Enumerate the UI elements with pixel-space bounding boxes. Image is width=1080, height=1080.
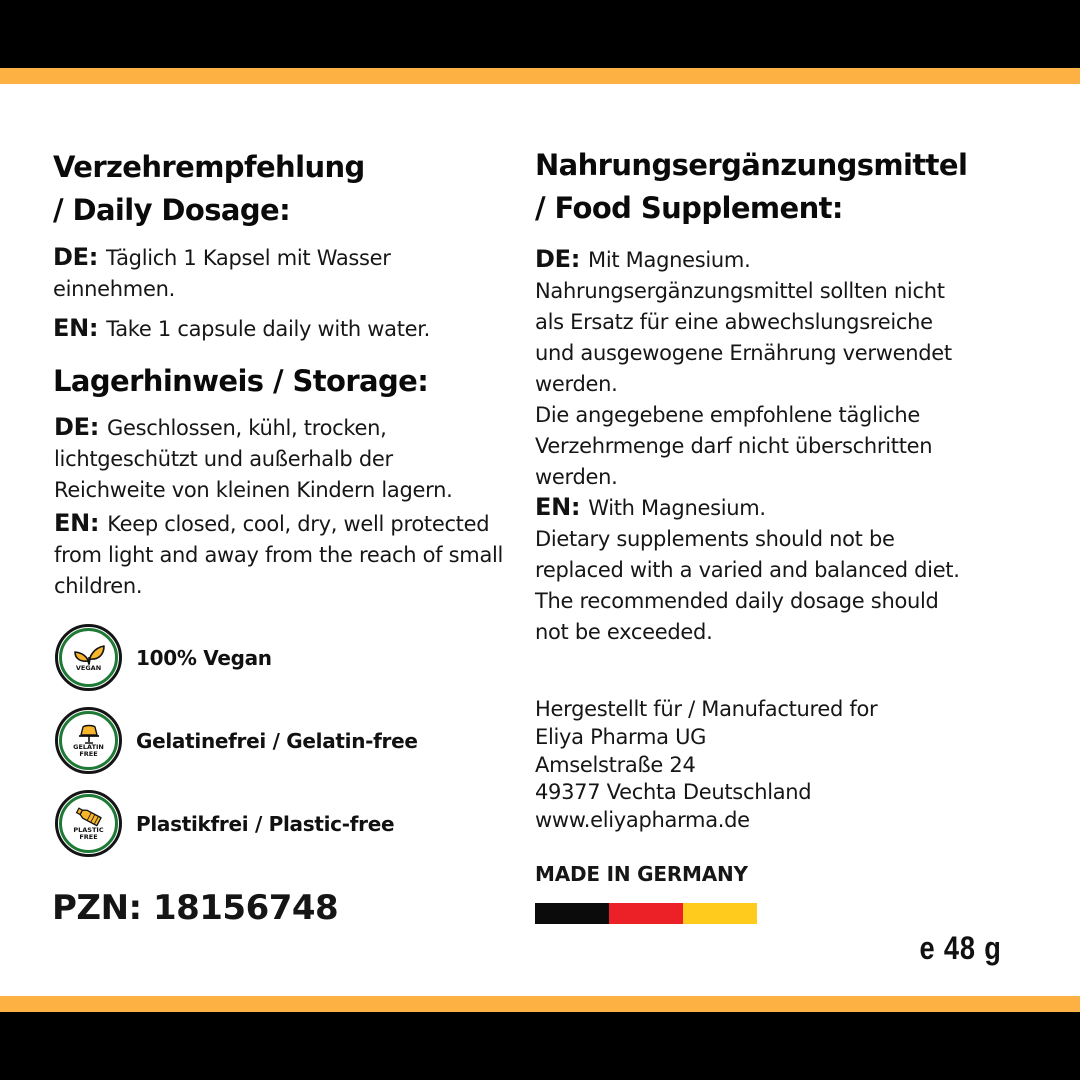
supplement-heading: [535, 144, 967, 230]
badge-gelatin-free: [55, 707, 418, 774]
lang-label-de: DE:: [54, 413, 100, 441]
storage-de-text: [54, 412, 452, 506]
supplement-en-line: With Magnesium.: [588, 496, 766, 520]
supplement-de-text: [535, 244, 952, 493]
storage-heading-text: Lagerhinweis / Storage:: [53, 364, 429, 398]
badge-caption-line: FREE: [79, 832, 98, 841]
badge-caption: VEGAN: [75, 664, 102, 672]
supplement-en-line: The recommended daily dosage should: [535, 589, 939, 613]
supplement-en-text: [535, 492, 960, 648]
jelly-icon: [76, 724, 102, 744]
badge-caption-line: FREE: [79, 749, 98, 758]
supplement-en-line: replaced with a varied and balanced diet.: [535, 558, 960, 582]
gelatin-free-icon: [55, 707, 122, 774]
net-weight: e 48 g: [919, 930, 1002, 966]
german-flag-stripe: [535, 903, 757, 924]
storage-en-line: Keep closed, cool, dry, well protected: [107, 512, 490, 536]
badge-caption-line: PLASTIC: [73, 825, 104, 834]
bottom-orange-stripe: [0, 996, 1080, 1012]
manufacturer-line: Hergestellt für / Manufactured for: [535, 697, 878, 721]
dosage-en-text: [53, 313, 430, 345]
flag-black: [535, 903, 609, 924]
supplement-de-line: und ausgewogene Ernährung verwendet: [535, 341, 952, 365]
supplement-en-line: Dietary supplements should not be: [535, 527, 895, 551]
dosage-heading: [53, 146, 365, 232]
supplement-de-line: als Ersatz für eine abwechslungsreiche: [535, 310, 933, 334]
manufacturer-city: 49377 Vechta Deutschland: [535, 780, 812, 805]
manufacturer-address: [535, 696, 877, 835]
storage-en-text: [54, 508, 503, 602]
badge-vegan: [55, 624, 272, 691]
top-black-band: [0, 0, 1080, 68]
badge-label: 100% Vegan: [136, 645, 272, 670]
flag-red: [609, 903, 683, 924]
bottle-icon: [74, 807, 104, 827]
dosage-heading-line2: / Daily Dosage:: [53, 193, 291, 227]
bottom-black-band: [0, 1012, 1080, 1080]
storage-heading: [53, 360, 428, 403]
badge-caption: [73, 827, 103, 841]
storage-de-line: Geschlossen, kühl, trocken,: [107, 416, 387, 440]
storage-de-line: Reichweite von kleinen Kindern lagern.: [54, 478, 453, 502]
plastic-free-bottle-icon: [55, 790, 122, 857]
lang-label-en: EN:: [54, 509, 100, 537]
manufacturer-website-link[interactable]: www.eliyapharma.de: [535, 808, 750, 833]
dosage-en-line: Take 1 capsule daily with water.: [106, 317, 431, 341]
supplement-de-line: Die angegebene empfohlene tägliche: [535, 403, 921, 427]
lang-label-de: DE:: [535, 245, 581, 273]
lang-label-en: EN:: [535, 493, 581, 521]
manufacturer-name: Eliya Pharma UG: [535, 724, 707, 749]
flag-gold: [683, 903, 757, 924]
storage-en-line: children.: [54, 574, 143, 598]
supplement-de-line: Mit Magnesium.: [588, 248, 751, 272]
dosage-de-text: [53, 242, 391, 305]
dosage-de-line: einnehmen.: [53, 277, 175, 301]
badge-caption-line: GELATIN: [73, 742, 104, 751]
supplement-de-line: Verzehrmenge darf nicht überschritten: [535, 434, 933, 458]
badge-label: Plastikfrei / Plastic-free: [136, 811, 395, 836]
supplement-de-line: Nahrungsergänzungsmittel sollten nicht: [535, 279, 945, 303]
storage-en-line: from light and away from the reach of small: [54, 543, 504, 567]
dosage-heading-line1: Verzehrempfehlung: [53, 150, 365, 184]
supplement-heading-line1: Nahrungsergänzungsmittel: [535, 148, 968, 182]
badge-plastic-free: [55, 790, 394, 857]
leaf-icon: [72, 643, 106, 665]
made-in-germany-label: MADE IN GERMANY: [535, 862, 748, 886]
supplement-de-line: werden.: [535, 372, 618, 396]
supplement-heading-line2: / Food Supplement:: [535, 191, 843, 225]
supplement-en-line: not be exceeded.: [535, 620, 713, 644]
badge-caption: [73, 744, 104, 758]
top-orange-stripe: [0, 68, 1080, 84]
badge-label: Gelatinefrei / Gelatin-free: [136, 728, 418, 753]
storage-de-line: lichtgeschützt und außerhalb der: [54, 447, 393, 471]
lang-label-de: DE:: [53, 243, 99, 271]
pzn-number: PZN: 18156748: [52, 888, 339, 928]
manufacturer-street: Amselstraße 24: [535, 752, 696, 777]
dosage-de-line: Täglich 1 Kapsel mit Wasser: [106, 246, 391, 270]
supplement-de-line: werden.: [535, 465, 618, 489]
vegan-leaf-icon: [55, 624, 122, 691]
lang-label-en: EN:: [53, 314, 99, 342]
